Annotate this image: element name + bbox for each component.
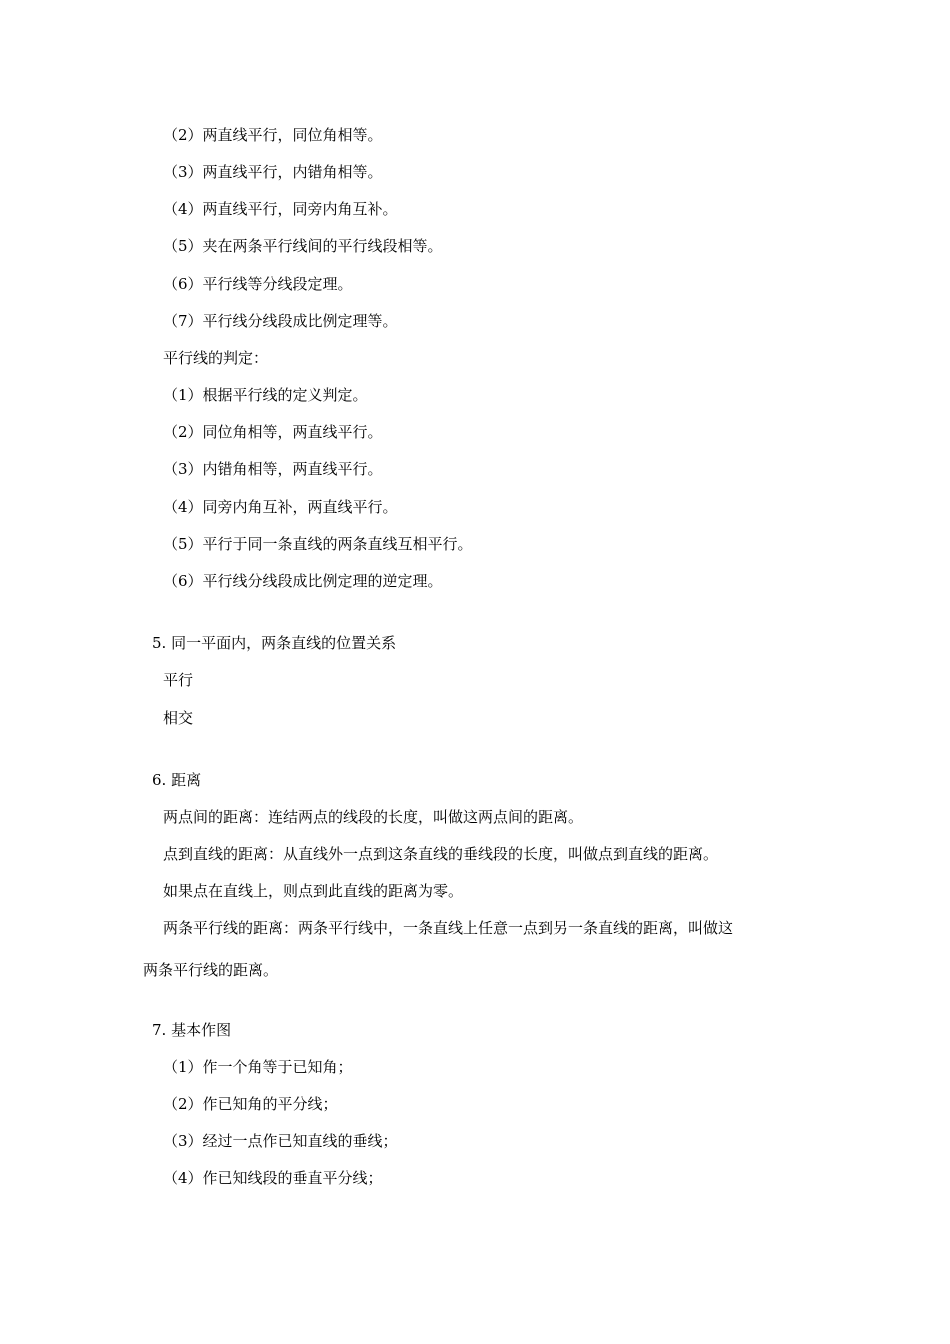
determination-item-1: （1）根据平行线的定义判定。: [163, 386, 368, 404]
determination-item-6: （6）平行线分线段成比例定理的逆定理。: [163, 572, 443, 590]
section6-para-4-line-1: 两条平行线的距离：两条平行线中，一条直线上任意一点到另一条直线的距离，叫做这: [163, 919, 734, 937]
property-item-3: （3）两直线平行，内错角相等。: [163, 163, 383, 181]
section7-item-1: （1）作一个角等于已知角；: [163, 1058, 353, 1076]
section6-para-1: 两点间的距离：连结两点的线段的长度，叫做这两点间的距离。: [163, 808, 584, 826]
property-item-7: （7）平行线分线段成比例定理等。: [163, 312, 398, 330]
determination-item-5: （5）平行于同一条直线的两条直线互相平行。: [163, 535, 473, 553]
section5-item-parallel: 平行: [163, 671, 194, 689]
property-item-6: （6）平行线等分线段定理。: [163, 275, 353, 293]
determination-item-4: （4）同旁内角互补，两直线平行。: [163, 498, 398, 516]
section7-item-2: （2）作已知角的平分线；: [163, 1095, 338, 1113]
determination-heading: 平行线的判定：: [163, 349, 269, 367]
section7-item-3: （3）经过一点作已知直线的垂线；: [163, 1132, 398, 1150]
section6-para-2: 点到直线的距离：从直线外一点到这条直线的垂线段的长度，叫做点到直线的距离。: [163, 845, 719, 863]
property-item-2: （2）两直线平行，同位角相等。: [163, 126, 383, 144]
section7-heading: 7. 基本作图: [152, 1021, 232, 1039]
section6-para-3: 如果点在直线上，则点到此直线的距离为零。: [163, 882, 464, 900]
determination-item-2: （2）同位角相等，两直线平行。: [163, 423, 383, 441]
section7-item-4: （4）作已知线段的垂直平分线；: [163, 1169, 383, 1187]
determination-item-3: （3）内错角相等，两直线平行。: [163, 460, 383, 478]
section5-heading: 5. 同一平面内，两条直线的位置关系: [152, 634, 397, 652]
section6-heading: 6. 距离: [152, 771, 202, 789]
section6-para-4-line-2: 两条平行线的距离。: [143, 961, 279, 979]
property-item-5: （5）夹在两条平行线间的平行线段相等。: [163, 237, 443, 255]
section5-item-intersect: 相交: [163, 709, 194, 727]
property-item-4: （4）两直线平行，同旁内角互补。: [163, 200, 398, 218]
